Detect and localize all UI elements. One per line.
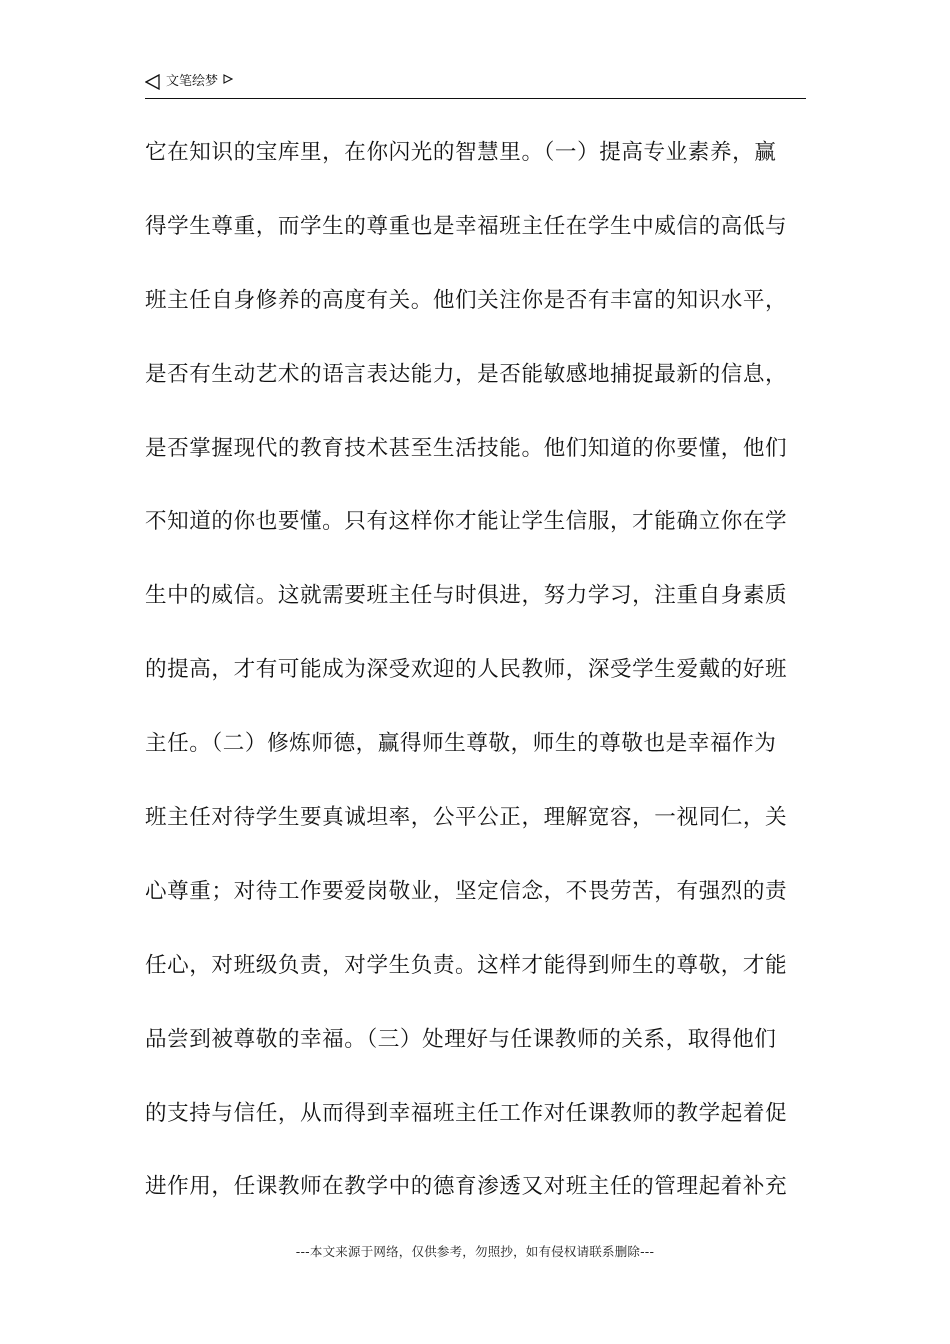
text-line: 得学生尊重，而学生的尊重也是幸福班主任在学生中威信的高低与 (145, 213, 788, 239)
text-line: 是否掌握现代的教育技术甚至生活技能。他们知道的你要懂，他们 (145, 435, 788, 461)
text-line: 班主任对待学生要真诚坦率，公平公正，理解宽容，一视同仁，关 (145, 805, 788, 831)
text-line: 不知道的你也要懂。只有这样你才能让学生信服，才能确立你在学 (145, 509, 788, 535)
triangle-left-icon (145, 74, 161, 90)
text-line: 任心，对班级负责，对学生负责。这样才能得到师生的尊敬，才能 (145, 952, 788, 978)
text-line: 主任。（二）修炼师德，赢得师生尊敬，师生的尊敬也是幸福作为 (145, 731, 777, 757)
triangle-right-icon (223, 74, 233, 84)
header-brand (145, 74, 233, 90)
text-line: 它在知识的宝库里，在你闪光的智慧里。（一）提高专业素养，赢 (145, 140, 777, 165)
header-title: 文笔绘梦 (166, 74, 219, 89)
text-line: 是否有生动艺术的语言表达能力，是否能敏感地捕捉最新的信息， (145, 361, 788, 387)
text-line: 心尊重；对待工作要爱岗敬业，坚定信念，不畏劳苦，有强烈的责 (145, 878, 788, 904)
document-body (145, 133, 807, 1241)
text-line: 品尝到被尊敬的幸福。（三）处理好与任课教师的关系，取得他们 (145, 1026, 777, 1052)
footer-disclaimer: ---本文来源于网络，仅供参考，勿照抄，如有侵权请联系删除--- (295, 1244, 655, 1259)
text-line: 生中的威信。这就需要班主任与时俱进，努力学习，注重自身素质 (145, 583, 788, 609)
page-header (145, 72, 806, 99)
text-line: 的提高，才有可能成为深受欢迎的人民教师，深受学生爱戴的好班 (145, 657, 788, 683)
text-line: 的支持与信任，从而得到幸福班主任工作对任课教师的教学起着促 (145, 1100, 788, 1126)
text-line: 进作用，任课教师在教学中的德育渗透又对班主任的管理起着补充 (145, 1174, 788, 1200)
text-line: 班主任自身修养的高度有关。他们关注你是否有丰富的知识水平， (145, 287, 788, 313)
